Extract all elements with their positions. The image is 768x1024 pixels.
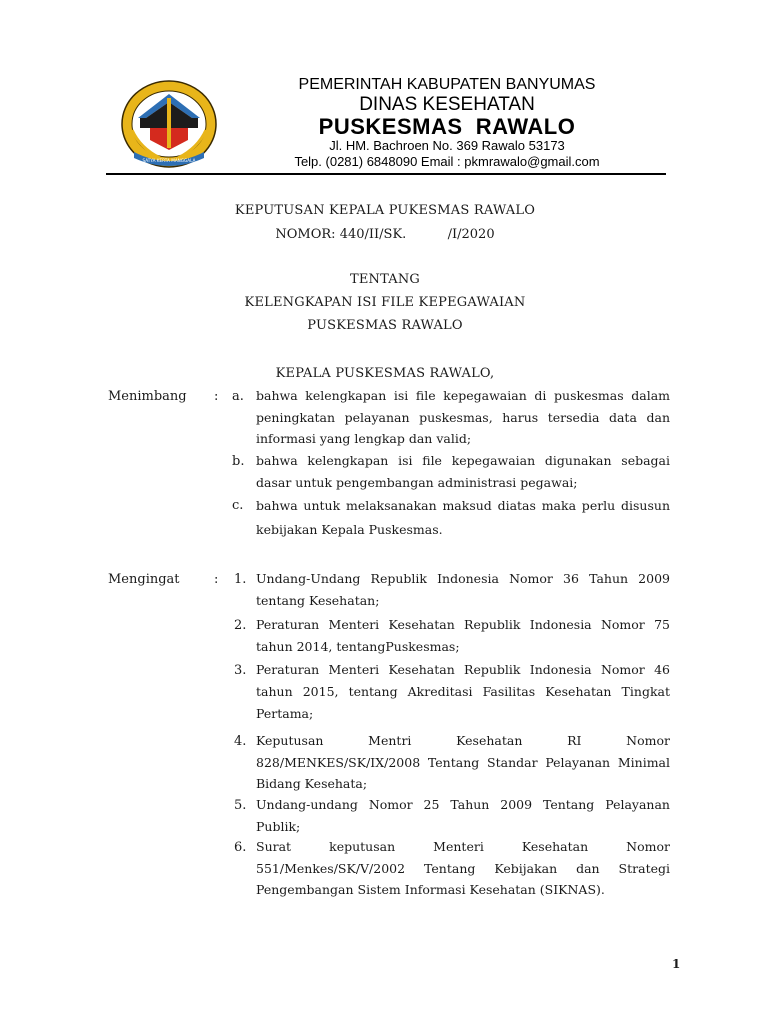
- mengingat-colon: :: [214, 572, 219, 587]
- mengingat-marker: 5.: [234, 798, 247, 813]
- letterhead-contact: Telp. (0281) 6848090 Email : pkmrawalo@gmail.com: [294, 154, 600, 169]
- mengingat-marker: 1.: [234, 572, 247, 587]
- decree-subject-line-1: KELENGKAPAN ISI FILE KEPEGAWAIAN: [244, 295, 526, 310]
- mengingat-marker: 2.: [234, 618, 247, 633]
- mengingat-marker: 4.: [234, 734, 247, 749]
- mengingat-item-1: Undang-Undang Republik Indonesia Nomor 36 Tahun 2009 tentang Kesehatan;: [256, 571, 670, 608]
- logo-motto: SATYA KERTA MANGGALA: [142, 158, 196, 163]
- page-number: 1: [672, 957, 681, 971]
- letterhead-divider: [106, 173, 666, 175]
- decree-tentang: TENTANG: [349, 272, 421, 287]
- mengingat-marker: 6.: [234, 840, 247, 855]
- mengingat-marker: 3.: [234, 663, 247, 678]
- menimbang-label: Menimbang: [108, 389, 187, 404]
- mengingat-item-5: Undang-undang Nomor 25 Tahun 2009 Tentang Pelayanan Publik;: [256, 797, 670, 834]
- letterhead-address: Jl. HM. Bachroen No. 369 Rawalo 53173: [329, 138, 565, 153]
- regency-emblem-logo: [120, 78, 218, 170]
- menimbang-marker: c.: [232, 498, 244, 513]
- mengingat-item-4: Keputusan Mentri Kesehatan RI Nomor 828/MENKES/SK/IX/2008 Tentang Standar Pelayanan Minimal Bidang Kesehata;: [256, 733, 670, 791]
- menimbang-item-a: bahwa kelengkapan isi file kepegawaian di puskesmas dalam peningkatan pelayanan puskesmas, harus tersedia data dan informasi yang lengkap dan valid;: [256, 388, 670, 446]
- mengingat-item-2: Peraturan Menteri Kesehatan Republik Indonesia Nomor 75 tahun 2014, tentangPuskesmas;: [256, 617, 670, 654]
- menimbang-marker: a.: [232, 389, 244, 404]
- menimbang-item-b: bahwa kelengkapan isi file kepegawaian digunakan sebagai dasar untuk pengembangan administrasi pegawai;: [256, 453, 670, 490]
- menimbang-item-c: bahwa untuk melaksanakan maksud diatas maka perlu disusun kebijakan Kepala Puskesmas.: [256, 498, 670, 537]
- mengingat-item-3: Peraturan Menteri Kesehatan Republik Indonesia Nomor 46 tahun 2015, tentang Akreditasi Fasilitas Kesehatan Tingkat Pertama;: [256, 662, 670, 721]
- decree-subject-line-2: PUSKESMAS RAWALO: [307, 318, 463, 333]
- decree-title: KEPUTUSAN KEPALA PUKESMAS RAWALO: [234, 203, 536, 218]
- decree-number: NOMOR: 440/II/SK. /I/2020: [275, 227, 495, 242]
- menimbang-marker: b.: [232, 454, 245, 469]
- letterhead-institution: PUSKESMAS RAWALO: [318, 114, 576, 139]
- decree-head: KEPALA PUSKESMAS RAWALO,: [275, 366, 495, 381]
- letterhead-government: PEMERINTAH KABUPATEN BANYUMAS: [298, 76, 596, 93]
- mengingat-item-6: Surat keputusan Menteri Kesehatan Nomor 551/Menkes/SK/V/2002 Tentang Kebijakan dan Strategi Pengembangan Sistem Informasi Kesehatan (SIKNAS).: [256, 839, 670, 897]
- menimbang-colon: :: [214, 389, 219, 404]
- mengingat-label: Mengingat: [108, 572, 180, 587]
- letterhead-agency: DINAS KESEHATAN: [359, 94, 535, 115]
